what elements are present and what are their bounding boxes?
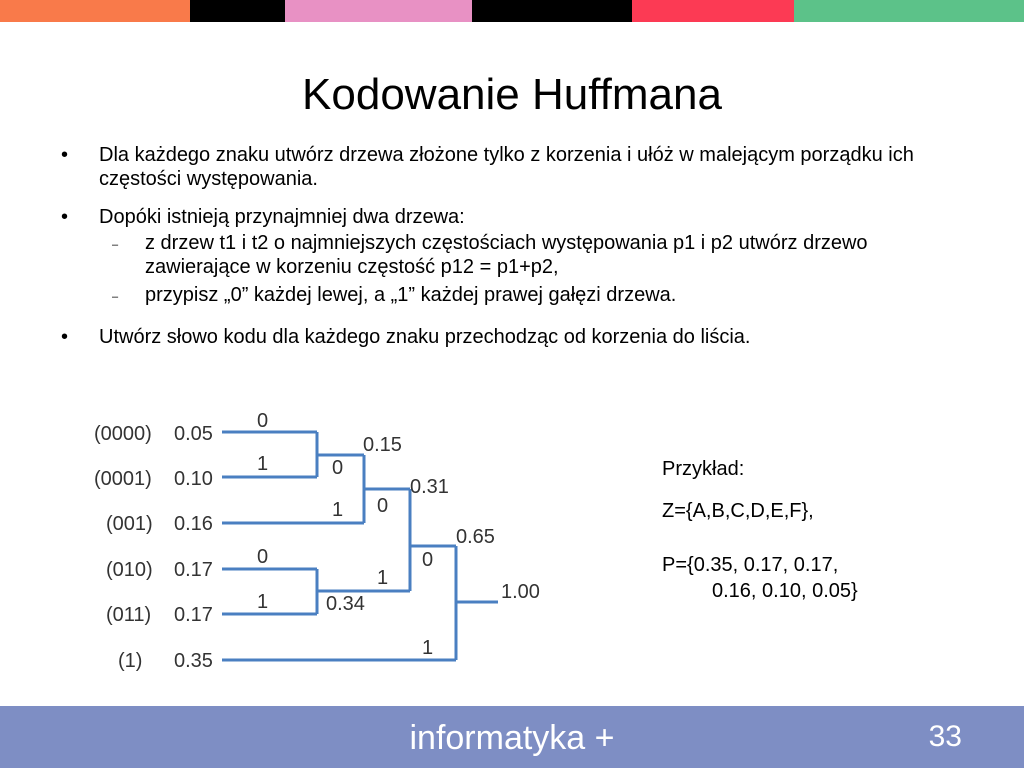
slide-title: Kodowanie Huffmana <box>302 70 722 119</box>
node-prob-n4: 0.65 <box>456 526 495 548</box>
leaf-prob: 0.16 <box>174 513 213 535</box>
leaf-code: (0000) <box>94 423 152 445</box>
edge-label-1: 1 <box>422 637 434 659</box>
node-prob-n3: 0.34 <box>326 593 365 615</box>
node-prob-root: 1.00 <box>501 581 540 603</box>
bullet-item-3 <box>55 325 955 349</box>
example-z-set: Z={A,B,C,D,E,F}, <box>662 500 814 522</box>
edge-label-0: 0 <box>422 549 434 571</box>
stripe-pink <box>285 0 472 22</box>
sub-bullet-list <box>55 231 955 307</box>
footer-title: informatyka + <box>409 719 615 757</box>
leaf-prob: 0.10 <box>174 468 213 490</box>
leaf-code: (1) <box>118 650 143 672</box>
huffman-tree-diagram <box>80 398 560 688</box>
bullet-item-2 <box>55 205 955 229</box>
example-box <box>662 456 858 620</box>
sub-bullet-item-1 <box>55 231 955 279</box>
edge-label-1: 1 <box>257 591 269 613</box>
edge-label-0: 0 <box>257 546 269 568</box>
bullet-text: Dopóki istnieją przynajmniej dwa drzewa: <box>99 206 465 228</box>
leaf-prob: 0.17 <box>174 559 213 581</box>
leaf-prob: 0.05 <box>174 423 213 445</box>
example-p-line-1: P={0.35, 0.17, 0.17, <box>662 554 839 576</box>
bullet-item-1 <box>55 143 955 191</box>
leaf-code: (010) <box>106 559 153 581</box>
example-heading: Przykład: <box>662 458 745 480</box>
dash-icon: – <box>112 291 119 303</box>
stripe-green <box>794 0 1024 22</box>
bullet-text: Utwórz słowo kodu dla każdego znaku przechodząc od korzenia do liścia. <box>99 326 751 348</box>
sub-bullet-text: z drzew t1 i t2 o najmniejszych częstościach występowania p1 i p2 utwórz drzewo zawierające w korzeniu częstość p12 = p1+p2, <box>145 232 868 278</box>
stripe-black-2 <box>472 0 632 22</box>
sub-bullet-text: przypisz „0” każdej lewej, a „1” każdej prawej gałęzi drzewa. <box>145 284 677 306</box>
edge-label-1: 1 <box>332 499 344 521</box>
leaf-code: (011) <box>106 604 152 626</box>
top-color-stripe <box>0 0 1024 22</box>
leaf-code: (0001) <box>94 468 152 490</box>
stripe-red <box>632 0 794 22</box>
page-number: 33 <box>928 720 962 753</box>
example-p-set <box>662 552 858 604</box>
edge-label-1: 1 <box>257 453 269 475</box>
edge-label-0: 0 <box>332 457 344 479</box>
leaf-prob: 0.17 <box>174 604 213 626</box>
bullet-text: Dla każdego znaku utwórz drzewa złożone tylko z korzenia i ułóż w malejącym porządku ich częstości występowania. <box>99 144 914 190</box>
leaf-prob: 0.35 <box>174 650 213 672</box>
footer-bar <box>0 706 1024 768</box>
sub-bullet-item-2 <box>55 283 955 307</box>
bullet-icon: • <box>61 144 69 166</box>
example-p-line-2: 0.16, 0.10, 0.05} <box>712 580 858 602</box>
bullet-list <box>55 143 955 363</box>
node-prob-n2: 0.31 <box>410 476 449 498</box>
leaf-code: (001) <box>106 513 153 535</box>
edge-label-1: 1 <box>377 567 389 589</box>
edge-label-0: 0 <box>377 495 389 517</box>
edge-label-0: 0 <box>257 410 269 432</box>
stripe-orange <box>0 0 190 22</box>
bullet-icon: • <box>61 206 69 228</box>
stripe-black <box>190 0 285 22</box>
bullet-icon: • <box>61 326 69 348</box>
dash-icon: – <box>112 239 119 251</box>
node-prob-n1: 0.15 <box>363 434 402 456</box>
